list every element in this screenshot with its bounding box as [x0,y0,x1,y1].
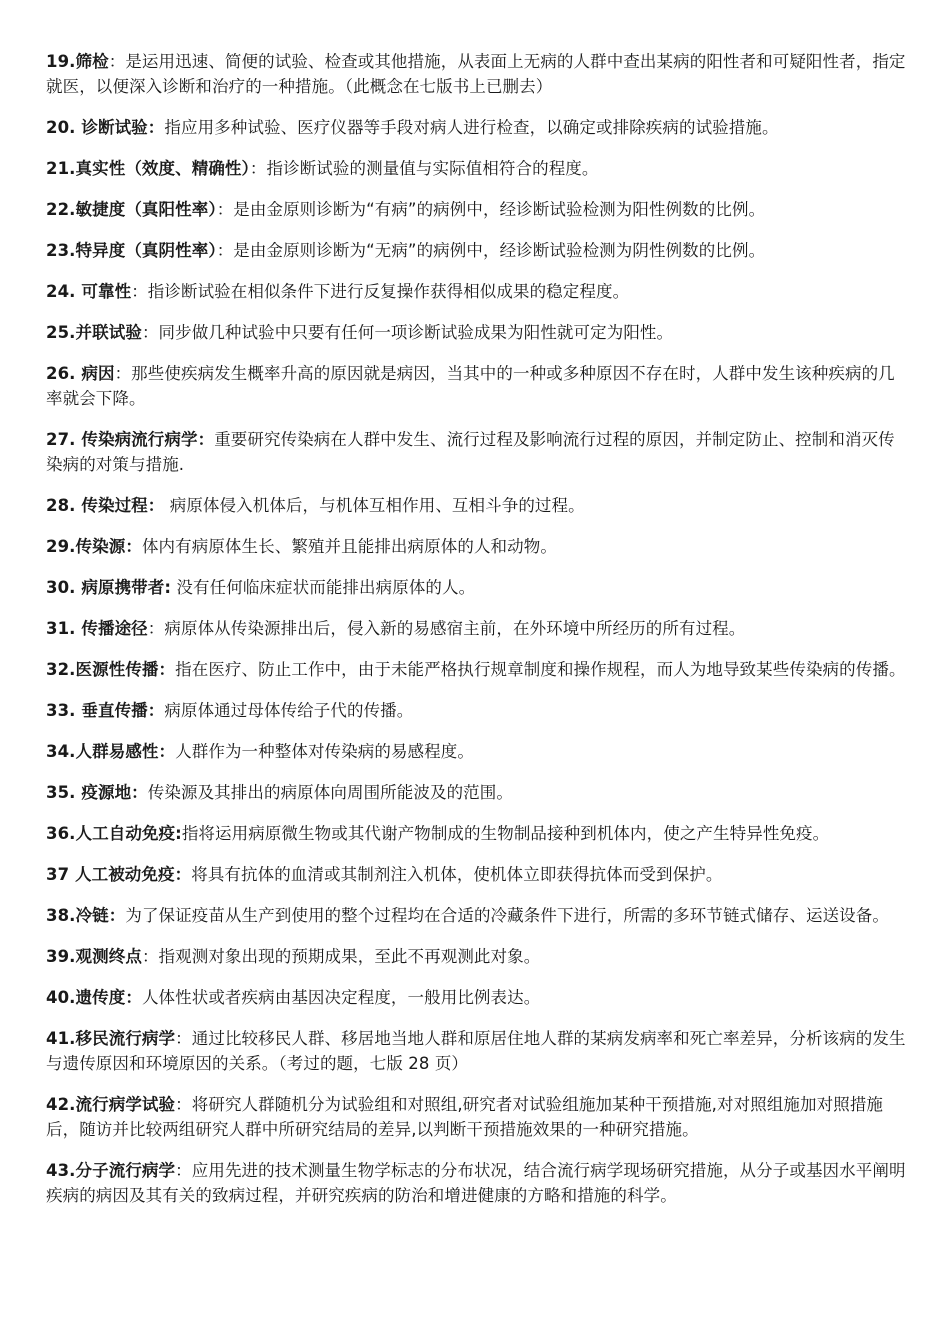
term-35: 35. 疫源地： [46,783,148,802]
definition-30 [46,575,908,600]
term-23: 23.特异度（真阴性率） [46,241,217,260]
definition-text-27: 重要研究传染病在人群中发生、流行过程及影响流行过程的原因，并制定防止、控制和消灭传染病的对策与措施. [46,430,895,474]
definition-text-36: 指将运用病原微生物或其代谢产物制成的生物制品接种到机体内，使之产生特异性免疫。 [181,824,830,843]
term-36: 36.人工自动免疫: [46,824,182,843]
definition-38 [46,903,908,928]
definition-22 [46,197,908,222]
definition-text-29: 体内有病原体生长、繁殖并且能排出病原体的人和动物。 [141,537,557,556]
definition-32 [46,657,908,682]
definition-text-40: 人体性状或者疾病由基因决定程度，一般用比例表达。 [141,988,541,1007]
definition-text-25: ：同步做几种试验中只要有任何一项诊断试验成果为阳性就可定为阳性。 [141,323,674,342]
term-29: 29.传染源： [46,537,142,556]
definition-text-21: ：指诊断试验的测量值与实际值相符合的程度。 [249,159,599,178]
term-28: 28. 传染过程： [46,496,165,515]
term-42: 42.流行病学试验 [46,1095,176,1114]
definition-text-20: 指应用多种试验、医疗仪器等手段对病人进行检查，以确定或排除疾病的试验措施。 [164,118,779,137]
term-20: 20. 诊断试验： [46,118,165,137]
definition-text-34: 人群作为一种整体对传染病的易感程度。 [175,742,474,761]
definition-43 [46,1158,908,1208]
term-38: 38.冷链： [46,906,126,925]
definition-36 [46,821,908,846]
definition-text-42: ：将研究人群随机分为试验组和对照组,研究者对试验组施加某种干预措施,对对照组施加对照措施后，随访并比较两组研究人群中所研究结局的差异,以判断干预措施效果的一种研究措施。 [46,1095,884,1139]
definition-text-43: ：应用先进的技术测量生物学标志的分布状况，结合流行病学现场研究措施，从分子或基因水平阐明疾病的病因及其有关的致病过程，并研究疾病的防治和增进健康的方略和措施的科学。 [46,1161,906,1205]
term-41: 41.移民流行病学 [46,1029,176,1048]
definition-text-37: 将具有抗体的血清或其制剂注入机体，使机体立即获得抗体而受到保护。 [191,865,723,884]
definition-29 [46,534,908,559]
definition-28 [46,493,908,518]
definition-39 [46,944,908,969]
term-21: 21.真实性（效度、精确性） [46,159,250,178]
document-page [46,49,908,1224]
definition-text-39: ：指观测对象出现的预期成果，至此不再观测此对象。 [141,947,541,966]
definition-26 [46,361,908,411]
definition-text-26: ：那些使疾病发生概率升高的原因就是病因，当其中的一种或多种原因不存在时，人群中发生该种疾病的几率就会下降。 [46,364,895,408]
definition-text-32: 指在医疗、防止工作中，由于未能严格执行规章制度和操作规程，而人为地导致某些传染病的传播。 [175,660,906,679]
definition-text-23: ：是由金原则诊断为“无病”的病例中，经诊断试验检测为阴性例数的比例。 [216,241,766,260]
term-19: 19.筛检 [46,52,109,71]
definition-text-22: ：是由金原则诊断为“有病”的病例中，经诊断试验检测为阳性例数的比例。 [216,200,766,219]
definition-text-28: 病原体侵入机体后，与机体互相作用、互相斗争的过程。 [164,496,585,515]
definition-21 [46,156,908,181]
term-39: 39.观测终点 [46,947,142,966]
definition-41 [46,1026,908,1076]
definition-24 [46,279,908,304]
definition-35 [46,780,908,805]
definition-40 [46,985,908,1010]
term-33: 33. 垂直传播： [46,701,165,720]
term-34: 34.人群易感性： [46,742,176,761]
definition-text-24: ：指诊断试验在相似条件下进行反复操作获得相似成果的稳定程度。 [131,282,630,301]
definition-text-35: 传染源及其排出的病原体向周围所能波及的范围。 [147,783,513,802]
term-32: 32.医源性传播： [46,660,176,679]
definition-27 [46,427,908,477]
term-31: 31. 传播途径 [46,619,148,638]
term-43: 43.分子流行病学 [46,1161,176,1180]
term-40: 40.遗传度： [46,988,142,1007]
definition-34 [46,739,908,764]
definition-31 [46,616,908,641]
term-30: 30. 病原携带者: [46,578,172,597]
term-27: 27. 传染病流行病学： [46,430,215,449]
definition-42 [46,1092,908,1142]
term-25: 25.并联试验 [46,323,142,342]
definition-25 [46,320,908,345]
definition-19 [46,49,908,99]
definition-20 [46,115,908,140]
definition-text-30: 没有任何临床症状而能排出病原体的人。 [171,578,476,597]
definition-text-19: ：是运用迅速、简便的试验、检查或其他措施，从表面上无病的人群中查出某病的阳性者和可疑阳性者，指定就医，以便深入诊断和治疗的一种措施。（此概念在七版书上已删去） [46,52,906,96]
term-26: 26. 病因 [46,364,115,383]
definition-text-31: ：病原体从传染源排出后，侵入新的易感宿主前，在外环境中所经历的所有过程。 [147,619,746,638]
definition-37 [46,862,908,887]
term-24: 24. 可靠性 [46,282,132,301]
definition-33 [46,698,908,723]
term-37: 37 人工被动免疫： [46,865,192,884]
definition-23 [46,238,908,263]
definition-text-33: 病原体通过母体传给子代的传播。 [164,701,414,720]
definition-text-38: 为了保证疫苗从生产到使用的整个过程均在合适的冷藏条件下进行，所需的多环节链式储存、运送设备。 [125,906,889,925]
term-22: 22.敏捷度（真阳性率） [46,200,217,219]
definition-text-41: ：通过比较移民人群、移居地当地人群和原居住地人群的某病发病率和死亡率差异，分析该病的发生与遗传原因和环境原因的关系。（考过的题，七版 28 页） [46,1029,906,1073]
